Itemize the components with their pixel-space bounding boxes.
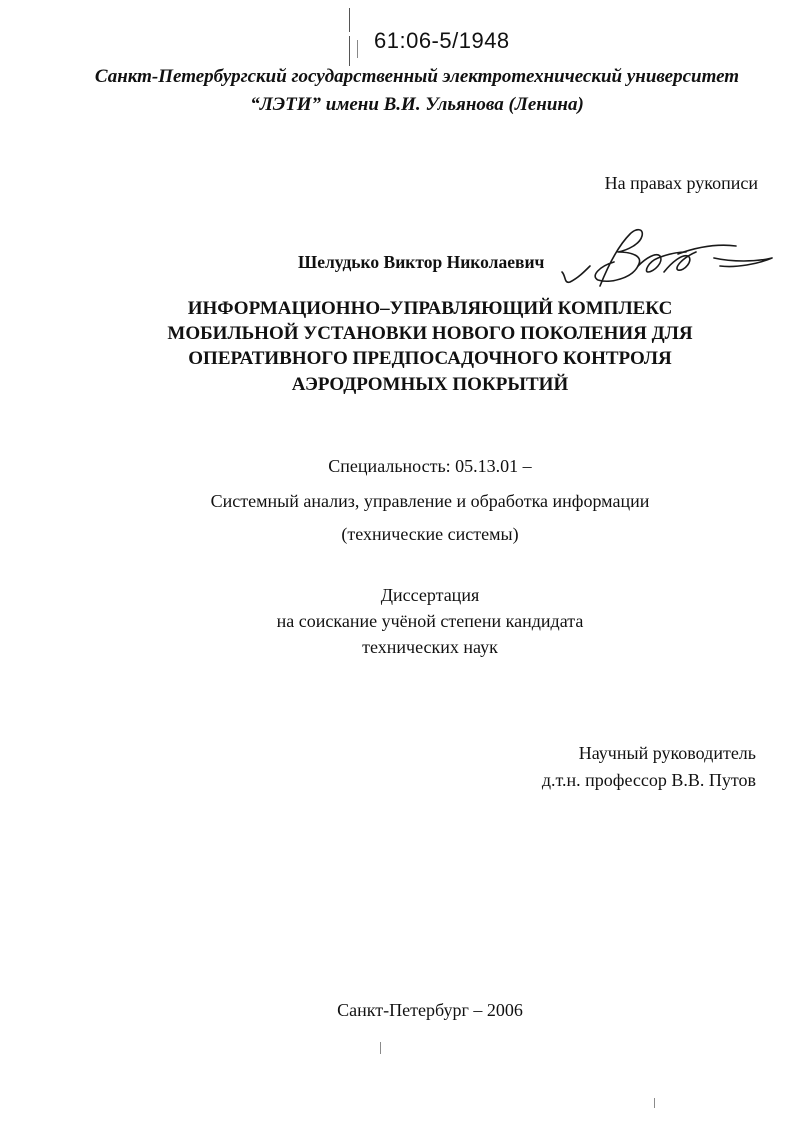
dissertation-title-line-3: ОПЕРАТИВНОГО ПРЕДПОСАДОЧНОГО КОНТРОЛЯ bbox=[188, 348, 672, 369]
dissertation-title-line-4: АЭРОДРОМНЫХ ПОКРЫТИЙ bbox=[291, 374, 569, 395]
scan-artifact-line bbox=[349, 36, 350, 66]
university-name-line-1: Санкт-Петербургский государственный электротехнический университет bbox=[94, 66, 740, 87]
university-name-line-2: “ЛЭТИ” имени В.И. Ульянова (Ленина) bbox=[250, 94, 584, 115]
scan-artifact-line bbox=[357, 40, 358, 58]
specialty-qualifier: (технические системы) bbox=[341, 524, 519, 544]
degree-purpose: на соискание учёной степени кандидата bbox=[276, 611, 584, 631]
specialty-code: Специальность: 05.13.01 – bbox=[328, 456, 532, 476]
city-year: Санкт-Петербург – 2006 bbox=[337, 1000, 523, 1020]
scan-speck bbox=[380, 1042, 381, 1054]
archive-number: 61:06-5/1948 bbox=[374, 28, 510, 53]
specialty-name: Системный анализ, управление и обработка информации bbox=[210, 491, 650, 511]
author-name: Шелудько Виктор Николаевич bbox=[298, 252, 545, 272]
dissertation-label: Диссертация bbox=[380, 585, 480, 605]
advisor-name: д.т.н. профессор В.В. Путов bbox=[541, 770, 756, 790]
handwritten-signature bbox=[560, 222, 780, 292]
advisor-label: Научный руководитель bbox=[578, 743, 756, 763]
manuscript-rights: На правах рукописи bbox=[604, 173, 758, 193]
scan-artifact-line bbox=[349, 8, 350, 32]
degree-field: технических наук bbox=[362, 637, 498, 657]
scan-speck bbox=[654, 1098, 655, 1108]
dissertation-title-line-1: ИНФОРМАЦИОННО–УПРАВЛЯЮЩИЙ КОМПЛЕКС bbox=[187, 298, 673, 319]
dissertation-title-line-2: МОБИЛЬНОЙ УСТАНОВКИ НОВОГО ПОКОЛЕНИЯ ДЛЯ bbox=[167, 323, 693, 344]
